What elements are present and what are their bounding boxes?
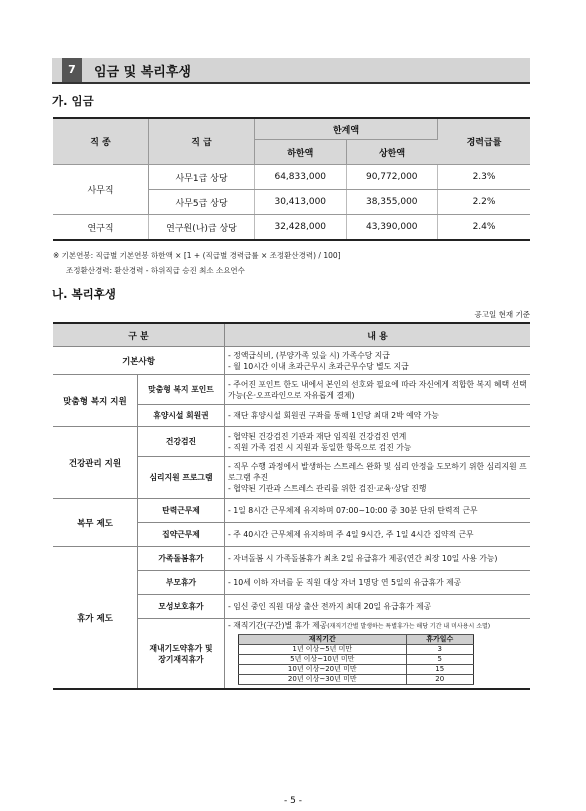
rate-cell: 2.2% (438, 190, 531, 215)
point-content: - 주어진 포인트 한도 내에서 본인의 선호와 필요에 따라 자신에게 적합한 복지 혜택 선택 가능(온·오프라인으로 자유롭게 결제) (225, 375, 531, 405)
header-category: 구 분 (53, 323, 225, 347)
checkup-content: - 협약된 건강검진 기관과 재단 임직원 건강검진 연계 - 직원 가족 검진 시 지원과 동일한 항목으로 검진 가능 (225, 427, 531, 457)
psych-label: 심리지원 프로그램 (138, 457, 225, 499)
health-label: 건강관리 지원 (53, 427, 138, 499)
leave-label: 휴가 제도 (53, 547, 138, 690)
period-header: 재직기간 (239, 635, 407, 645)
wage-subtitle: 가. 임금 (52, 94, 94, 108)
maternity-leave-content: - 임신 중인 직원 대상 출산 전까지 최대 20일 유급휴가 제공 (225, 595, 531, 619)
table-row: 1년 이상~5년 미만 3 (239, 645, 474, 655)
table-row (53, 215, 530, 241)
header-upper: 상한액 (346, 140, 438, 165)
welfare-subtitle: 나. 복리후생 (52, 287, 116, 301)
lower-cell: 32,428,000 (255, 215, 347, 241)
welfare-table (53, 322, 530, 690)
parent-leave-label: 부모휴가 (138, 571, 225, 595)
header-lower: 하한액 (255, 140, 347, 165)
table-row (53, 165, 530, 190)
longterm-leave-content: - 재직기간(구간)별 휴가 제공(재직기간별 발생하는 특별휴가는 해당 기간 내 미사용시 소멸) 재직기간 휴가일수 1년 이상~5년 미만 3 5년 이상~10년 미만 5 10년 이상~20년 미만 15 20년 이상~30년 미만 20 (225, 619, 531, 690)
section-number: 7 (62, 58, 82, 82)
header-limit: 한계액 (255, 118, 438, 140)
maternity-leave-label: 모성보호휴가 (138, 595, 225, 619)
upper-cell: 43,390,000 (346, 215, 438, 241)
grade-cell: 연구원(나)급 상당 (149, 215, 255, 241)
work-label: 복무 제도 (53, 499, 138, 547)
compressed-label: 집약근무제 (138, 523, 225, 547)
table-row: 5년 이상~10년 미만 5 (239, 655, 474, 665)
job-cell: 연구직 (53, 215, 149, 241)
service-period-table (238, 634, 474, 685)
basic-label: 기본사항 (53, 347, 225, 375)
job-cell: 사무직 (53, 165, 149, 215)
wage-note-formula: ※ 기본연봉: 직급별 기본연봉 하한액 × [1 + (직급별 경력급률 × 조정환산경력) / 100] (53, 251, 341, 260)
section-header (52, 58, 530, 84)
header-grade: 직 급 (149, 118, 255, 165)
family-leave-content: - 자녀돌봄 시 가족돌봄휴가 최초 2일 유급휴가 제공(연간 최장 10일 사용 가능) (225, 547, 531, 571)
resort-label: 휴양시설 회원권 (138, 405, 225, 427)
rate-cell: 2.3% (438, 165, 531, 190)
longterm-leave-label: 재내기도약휴가 및 장기재직휴가 (138, 619, 225, 690)
lower-cell: 30,413,000 (255, 190, 347, 215)
checkup-label: 건강검진 (138, 427, 225, 457)
header-content: 내 용 (225, 323, 531, 347)
upper-cell: 90,772,000 (346, 165, 438, 190)
lower-cell: 64,833,000 (255, 165, 347, 190)
psych-content: - 직무 수행 과정에서 발생하는 스트레스 완화 및 심리 안정을 도모하기 위한 심리지원 프로그램 추진 - 협약된 기관과 스트레스 관리를 위한 검진·교육·상담 진행 (225, 457, 531, 499)
reference-date-note: 공고일 현재 기준 (474, 310, 530, 319)
table-row: 10년 이상~20년 미만 15 (239, 665, 474, 675)
wage-table (53, 117, 530, 241)
grade-cell: 사무5급 상당 (149, 190, 255, 215)
grade-cell: 사무1급 상당 (149, 165, 255, 190)
header-job: 직 종 (53, 118, 149, 165)
custom-welfare-label: 맞춤형 복지 지원 (53, 375, 138, 427)
upper-cell: 38,355,000 (346, 190, 438, 215)
flex-content: - 1일 8시간 근무체제 유지하며 07:00~10:00 중 30분 단위 탄력적 근무 (225, 499, 531, 523)
header-career: 경력급률 (438, 118, 531, 165)
resort-content: - 재단 휴양시설 회원권 구좌를 통해 1인당 최대 2박 예약 가능 (225, 405, 531, 427)
flex-label: 탄력근무제 (138, 499, 225, 523)
point-label: 맞춤형 복지 포인트 (138, 375, 225, 405)
family-leave-label: 가족돌봄휴가 (138, 547, 225, 571)
parent-leave-content: - 10세 이하 자녀를 둔 직원 대상 자녀 1명당 연 5일의 유급휴가 제공 (225, 571, 531, 595)
page-number: - 5 - (284, 796, 302, 806)
days-header: 휴가일수 (406, 635, 473, 645)
basic-content: - 정액급식비, (부양가족 있을 시) 가족수당 지급 - 월 10시간 이내 초과근무시 초과근무수당 별도 지급 (225, 347, 531, 375)
rate-cell: 2.4% (438, 215, 531, 241)
wage-note-career: 조정환산경력: 환산경력 - 하위직급 승진 최소 소요연수 (66, 266, 245, 275)
table-row: 20년 이상~30년 미만 20 (239, 675, 474, 685)
section-title: 임금 및 복리후생 (94, 65, 191, 80)
compressed-content: - 주 40시간 근무체제 유지하며 주 4일 9시간, 주 1일 4시간 집약적 근무 (225, 523, 531, 547)
